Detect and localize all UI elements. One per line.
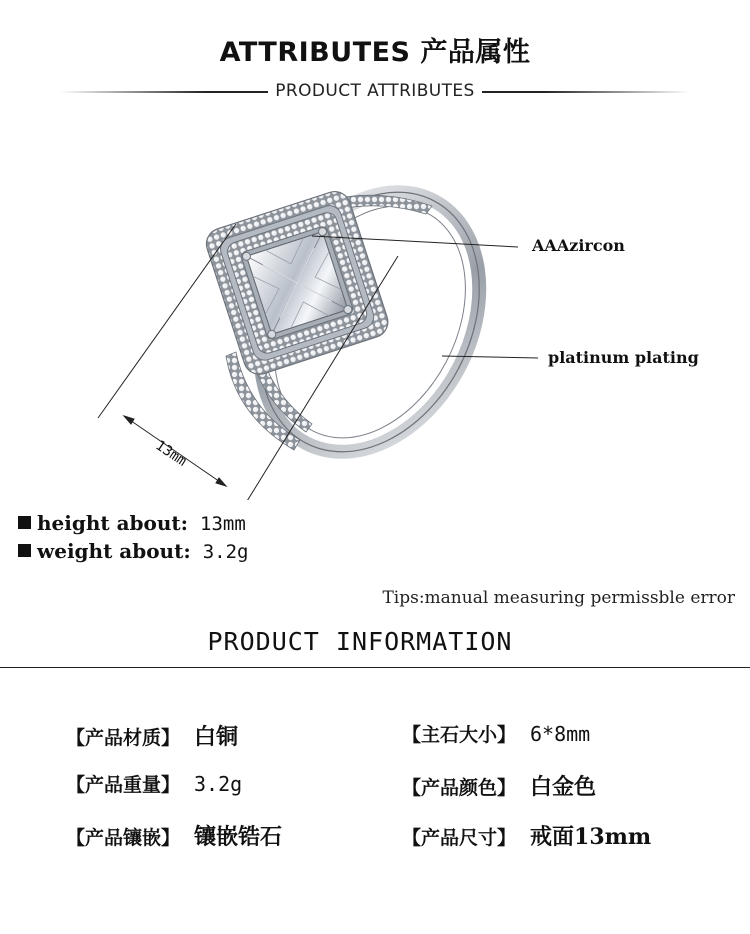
subtitle-divider-right xyxy=(482,91,690,93)
info-value: 镶嵌锆石 xyxy=(194,824,283,850)
measurement-tips: Tips:manual measuring permissble error xyxy=(382,588,735,608)
info-cell-color xyxy=(402,770,596,801)
info-cell-size xyxy=(402,820,651,851)
info-cell-setting xyxy=(66,820,282,851)
info-value: 白铜 xyxy=(194,724,239,750)
subtitle: PRODUCT ATTRIBUTES xyxy=(275,81,475,101)
info-value: 戒面13mm xyxy=(530,824,652,850)
info-key: 【产品镶嵌】 xyxy=(66,827,181,849)
bullet-square-icon xyxy=(18,544,31,557)
callout-zircon: AAAzircon xyxy=(532,236,625,255)
spec-value: 3.2g xyxy=(202,541,249,563)
spec-label: height about: xyxy=(37,511,189,535)
subtitle-row xyxy=(60,80,690,104)
halo-setting xyxy=(202,187,392,378)
info-value: 白金色 xyxy=(530,774,597,800)
info-key: 【产品重量】 xyxy=(66,774,181,796)
dimension-extension-left xyxy=(98,224,236,418)
info-cell-material xyxy=(66,720,238,751)
info-key: 【主石大小】 xyxy=(402,724,517,746)
spec-value: 13mm xyxy=(200,513,246,535)
ring-figure xyxy=(0,160,750,500)
dimension-label: 13mm xyxy=(152,437,190,470)
info-divider xyxy=(0,667,750,668)
info-value: 3.2g xyxy=(194,772,243,796)
info-value: 6*8mm xyxy=(530,722,591,746)
page-title: ATTRIBUTES 产品属性 xyxy=(219,37,531,68)
spec-weight xyxy=(18,539,248,563)
info-key: 【产品颜色】 xyxy=(402,777,517,799)
callout-plating: platinum plating xyxy=(548,348,699,367)
spec-label: weight about: xyxy=(37,539,191,563)
spec-height xyxy=(18,511,246,535)
info-key: 【产品材质】 xyxy=(66,727,181,749)
info-title: PRODUCT INFORMATION xyxy=(207,627,513,656)
info-cell-weight xyxy=(66,770,242,797)
bullet-square-icon xyxy=(18,516,31,529)
info-key: 【产品尺寸】 xyxy=(402,827,517,849)
info-cell-stone-size xyxy=(402,720,590,747)
